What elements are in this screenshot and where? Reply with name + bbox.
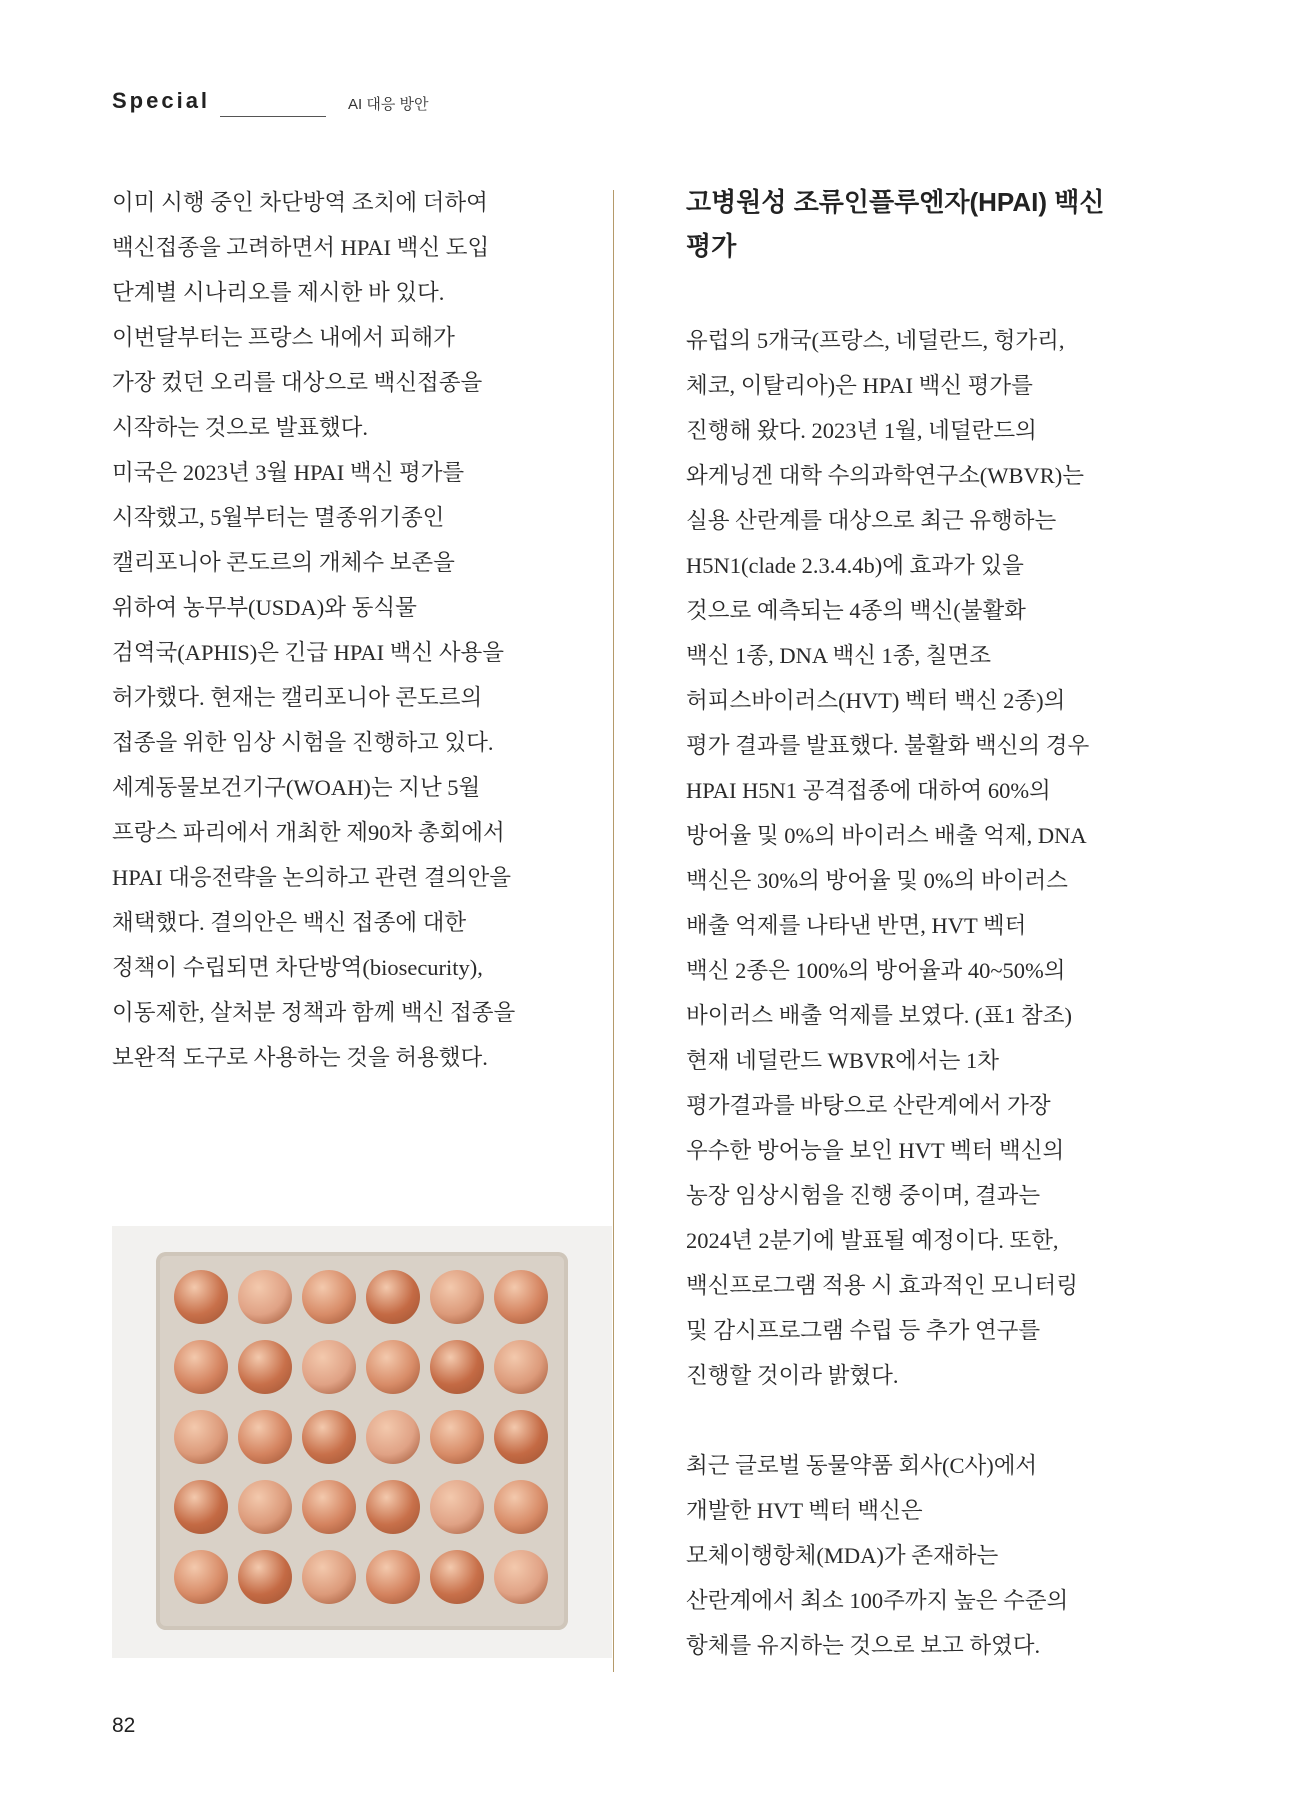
text-line: 2024년 2분기에 발표될 예정이다. 또한, (686, 1228, 1059, 1253)
egg (366, 1480, 420, 1534)
text-line: 채택했다. 결의안은 백신 접종에 대한 (112, 910, 467, 935)
text-line: 세계동물보건기구(WOAH)는 지난 5월 (112, 775, 481, 800)
text-line: 프랑스 파리에서 개최한 제90차 총회에서 (112, 820, 505, 845)
section-label: Special (112, 88, 211, 113)
paragraph-gap (686, 1398, 1246, 1443)
egg (174, 1340, 228, 1394)
text-line: 위하여 농무부(USDA)와 동식물 (112, 595, 417, 620)
egg (494, 1550, 548, 1604)
text-line: 이동제한, 살처분 정책과 함께 백신 접종을 (112, 1000, 516, 1025)
text-line: 백신 2종은 100%의 방어율과 40~50%의 (686, 958, 1066, 983)
egg (494, 1270, 548, 1324)
text-line: 평가 결과를 발표했다. 불활화 백신의 경우 (686, 733, 1090, 758)
text-line: 현재 네덜란드 WBVR에서는 1차 (686, 1048, 999, 1073)
egg (238, 1410, 292, 1464)
egg (302, 1410, 356, 1464)
section-heading (686, 180, 1246, 268)
text-line: 모체이행항체(MDA)가 존재하는 (686, 1543, 999, 1568)
egg (238, 1550, 292, 1604)
text-line: 유럽의 5개국(프랑스, 네덜란드, 헝가리, (686, 328, 1065, 353)
egg (302, 1480, 356, 1534)
egg (238, 1480, 292, 1534)
text-line: 와게닝겐 대학 수의과학연구소(WBVR)는 (686, 463, 1085, 488)
egg (366, 1340, 420, 1394)
egg (494, 1480, 548, 1534)
right-paragraph-1 (686, 318, 1246, 1398)
text-line: H5N1(clade 2.3.4.4b)에 효과가 있을 (686, 553, 1024, 578)
text-line: 허가했다. 현재는 캘리포니아 콘도르의 (112, 685, 483, 710)
text-line: 이번달부터는 프랑스 내에서 피해가 (112, 325, 455, 350)
text-line: 진행할 것이라 밝혔다. (686, 1363, 899, 1388)
right-paragraph-2 (686, 1443, 1246, 1668)
topic-label: AI 대응 방안 (348, 96, 429, 113)
text-line: 가장 컸던 오리를 대상으로 백신접종을 (112, 370, 483, 395)
heading-line: 평가 (686, 231, 737, 261)
egg (238, 1340, 292, 1394)
egg (302, 1270, 356, 1324)
egg (174, 1480, 228, 1534)
text-line: 접종을 위한 임상 시험을 진행하고 있다. (112, 730, 494, 755)
text-line: 캘리포니아 콘도르의 개체수 보존을 (112, 550, 455, 575)
text-line: 시작하는 것으로 발표했다. (112, 415, 368, 440)
text-line: HPAI H5N1 공격접종에 대하여 60%의 (686, 778, 1051, 803)
egg (494, 1410, 548, 1464)
egg (174, 1410, 228, 1464)
column-divider (613, 190, 614, 1672)
right-column (686, 180, 1246, 1668)
egg (174, 1270, 228, 1324)
text-line: 검역국(APHIS)은 긴급 HPAI 백신 사용을 (112, 640, 505, 665)
text-line: 실용 산란계를 대상으로 최근 유행하는 (686, 508, 1057, 533)
text-line: 우수한 방어능을 보인 HVT 벡터 백신의 (686, 1138, 1065, 1163)
text-line: 및 감시프로그램 수립 등 추가 연구를 (686, 1318, 1041, 1343)
text-line: 백신접종을 고려하면서 HPAI 백신 도입 (112, 235, 490, 260)
egg-tray-photo (112, 1226, 612, 1658)
egg (366, 1270, 420, 1324)
page-number: 82 (112, 1714, 136, 1737)
egg (366, 1550, 420, 1604)
text-line: 정책이 수립되면 차단방역(biosecurity), (112, 955, 483, 980)
egg (302, 1340, 356, 1394)
text-line: 백신 1종, DNA 백신 1종, 칠면조 (686, 643, 991, 668)
text-line: 바이러스 배출 억제를 보였다. (표1 참조) (686, 1003, 1073, 1028)
text-line: 방어율 및 0%의 바이러스 배출 억제, DNA (686, 823, 1087, 848)
text-line: 백신은 30%의 방어율 및 0%의 바이러스 (686, 868, 1068, 893)
left-column (112, 180, 612, 1080)
egg (494, 1340, 548, 1394)
text-line: 농장 임상시험을 진행 중이며, 결과는 (686, 1183, 1041, 1208)
text-line: 최근 글로벌 동물약품 회사(C사)에서 (686, 1453, 1038, 1478)
egg (430, 1340, 484, 1394)
left-paragraph (112, 180, 612, 1080)
text-line: 진행해 왔다. 2023년 1월, 네덜란드의 (686, 418, 1037, 443)
text-line: 것으로 예측되는 4종의 백신(불활화 (686, 598, 1026, 623)
text-line: 시작했고, 5월부터는 멸종위기종인 (112, 505, 445, 530)
egg (366, 1410, 420, 1464)
text-line: 보완적 도구로 사용하는 것을 허용했다. (112, 1045, 488, 1070)
text-line: 체코, 이탈리아)은 HPAI 백신 평가를 (686, 373, 1033, 398)
text-line: 개발한 HVT 벡터 백신은 (686, 1498, 923, 1523)
egg (430, 1480, 484, 1534)
egg (238, 1270, 292, 1324)
text-line: 산란계에서 최소 100주까지 높은 수준의 (686, 1588, 1069, 1613)
egg (174, 1550, 228, 1604)
text-line: 허피스바이러스(HVT) 벡터 백신 2종)의 (686, 688, 1066, 713)
egg (430, 1550, 484, 1604)
egg (430, 1270, 484, 1324)
egg (430, 1410, 484, 1464)
text-line: 평가결과를 바탕으로 산란계에서 가장 (686, 1093, 1051, 1118)
text-line: 백신프로그램 적용 시 효과적인 모니터링 (686, 1273, 1078, 1298)
text-line: 배출 억제를 나타낸 반면, HVT 벡터 (686, 913, 1027, 938)
text-line: HPAI 대응전략을 논의하고 관련 결의안을 (112, 865, 511, 890)
egg (302, 1550, 356, 1604)
text-line: 단계별 시나리오를 제시한 바 있다. (112, 280, 445, 305)
heading-line: 고병원성 조류인플루엔자(HPAI) 백신 (686, 187, 1105, 217)
text-line: 이미 시행 중인 차단방역 조치에 더하여 (112, 190, 488, 215)
egg-tray (156, 1252, 568, 1630)
header-rule (220, 116, 326, 117)
text-line: 미국은 2023년 3월 HPAI 백신 평가를 (112, 460, 465, 485)
text-line: 항체를 유지하는 것으로 보고 하였다. (686, 1633, 1041, 1658)
